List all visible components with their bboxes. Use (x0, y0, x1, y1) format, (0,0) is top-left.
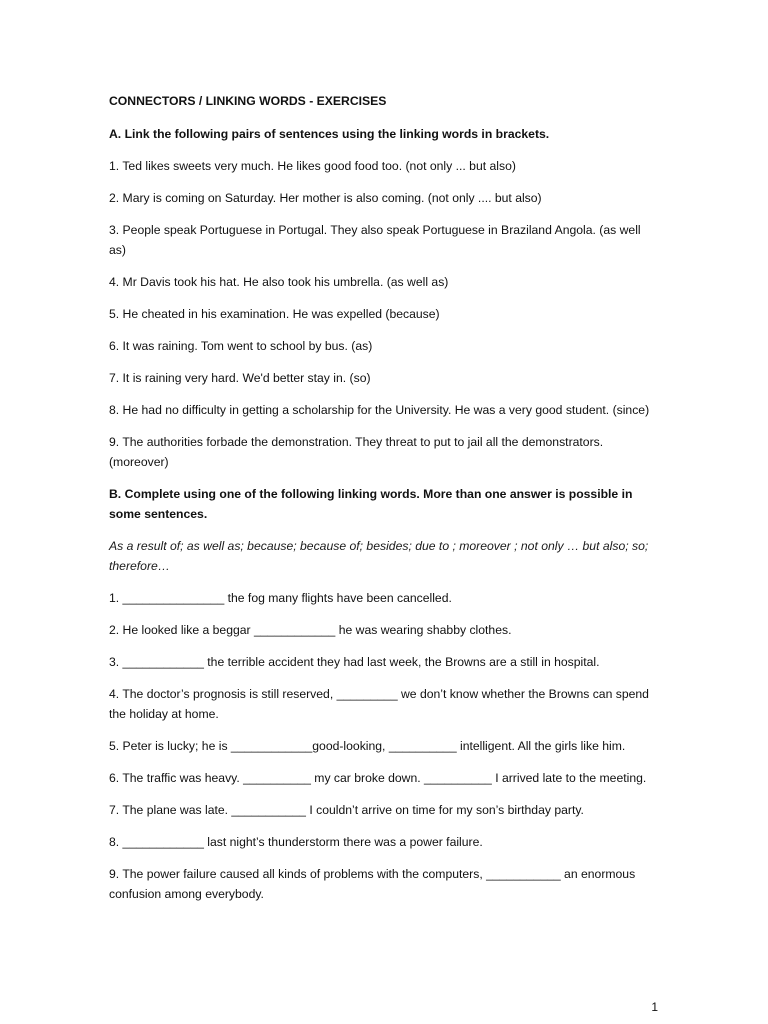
section-b-heading: B. Complete using one of the following linking words. More than one answer is possible in some sentences. (109, 487, 633, 521)
exercise-b-item: 4. The doctor’s prognosis is still reserved, _________ we don’t know whether the Browns can spend the holiday at home. (109, 687, 649, 721)
page-number: 1 (651, 1000, 658, 1014)
exercise-b-item: 9. The power failure caused all kinds of problems with the computers, ___________ an enormous confusion among everybody. (109, 867, 636, 901)
exercise-b-item: 2. He looked like a beggar ____________ he was wearing shabby clothes. (109, 623, 512, 637)
exercise-b-item: 5. Peter is lucky; he is ____________good-looking, __________ intelligent. All the girls like him. (109, 739, 626, 753)
exercise-a-item: 7. It is raining very hard. We'd better stay in. (so) (109, 371, 371, 385)
document-page (109, 92, 654, 916)
exercise-a-item: 8. He had no difficulty in getting a scholarship for the University. He was a very good student. (since) (109, 403, 650, 417)
exercise-b-item: 7. The plane was late. ___________ I couldn’t arrive on time for my son’s birthday party. (109, 803, 584, 817)
exercise-a-item: 6. It was raining. Tom went to school by bus. (as) (109, 339, 373, 353)
exercise-b-item: 8. ____________ last night’s thunderstorm there was a power failure. (109, 835, 483, 849)
section-a-heading: A. Link the following pairs of sentences using the linking words in brackets. (109, 127, 550, 141)
page-title: CONNECTORS / LINKING WORDS - EXERCISES (109, 94, 387, 108)
exercise-a-item: 2. Mary is coming on Saturday. Her mother is also coming. (not only .... but also) (109, 191, 542, 205)
exercise-a-item: 9. The authorities forbade the demonstration. They threat to put to jail all the demonstrators. (moreover) (109, 435, 604, 469)
exercise-b-item: 1. _______________ the fog many flights have been cancelled. (109, 591, 452, 605)
word-bank: As a result of; as well as; because; because of; besides; due to ; moreover ; not only … but also; so; therefore… (109, 539, 649, 573)
exercise-a-item: 1. Ted likes sweets very much. He likes good food too. (not only ... but also) (109, 159, 516, 173)
exercise-a-item: 5. He cheated in his examination. He was expelled (because) (109, 307, 440, 321)
exercise-a-item: 3. People speak Portuguese in Portugal. They also speak Portuguese in Braziland Angola. (as well as) (109, 223, 641, 257)
exercise-b-item: 3. ____________ the terrible accident they had last week, the Browns are a still in hospital. (109, 655, 600, 669)
exercise-b-item: 6. The traffic was heavy. __________ my car broke down. __________ I arrived late to the meeting. (109, 771, 647, 785)
exercise-a-item: 4. Mr Davis took his hat. He also took his umbrella. (as well as) (109, 275, 449, 289)
